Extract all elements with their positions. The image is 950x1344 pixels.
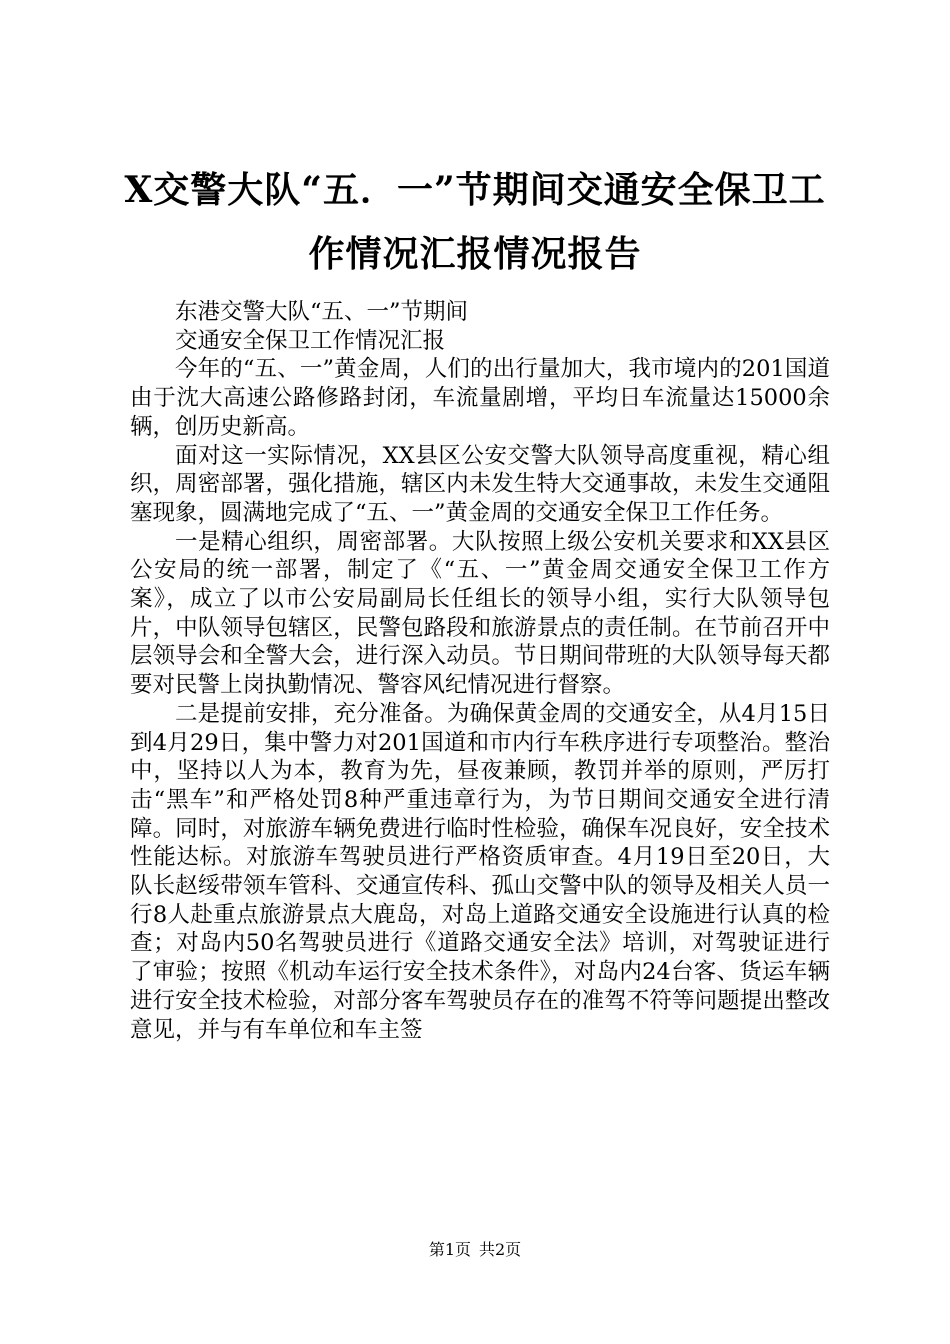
page-total: 共2页: [479, 1240, 522, 1259]
body-paragraph: 面对这一实际情况，XX县区公安交警大队领导高度重视，精心组织，周密部署，强化措施，辖区内未发生特大交通事故，未发生交通阻塞现象，圆满地完成了“五、一”黄金周的交通安全保卫工作任务。: [130, 442, 830, 526]
document-body: [130, 298, 830, 1044]
body-paragraph: 一是精心组织，周密部署。大队按照上级公安机关要求和XX县区公安局的统一部署，制定了《“五、一”黄金周交通安全保卫工作方案》，成立了以市公安局副局长任组长的领导小组，实行大队领导包片，中队领导包辖区，民警包路段和旅游景点的责任制。在节前召开中层领导会和全警大会，进行深入动员。节日期间带班的大队领导每天都要对民警上岗执勤情况、警容风纪情况进行督察。: [130, 528, 830, 699]
body-paragraph: 东港交警大队“五、一”节期间: [175, 299, 469, 325]
page-footer: [0, 1240, 950, 1260]
page-number: 第1页: [428, 1240, 471, 1259]
title-line-1: X交警大队“五．一”节期间交通安全保卫工: [124, 169, 826, 211]
body-paragraph: 二是提前安排，充分准备。为确保黄金周的交通安全，从4月15日到4月29日，集中警力对201国道和市内行车秩序进行专项整治。整治中，坚持以人为本，教育为先，昼夜兼顾，教罚并举的原则，严厉打击“黑车”和严格处罚8种严重违章行为，为节日期间交通安全进行清障。同时，对旅游车辆免费进行临时性检验，确保车况良好，安全技术性能达标。对旅游车驾驶员进行严格资质审查。4月19日至20日，大队长赵绥带领车管科、交通宣传科、孤山交警中队的领导及相关人员一行8人赴重点旅游景点大鹿岛，对岛上道路交通安全设施进行认真的检查；对岛内50名驾驶员进行《道路交通安全法》培训，对驾驶证进行了审验；按照《机动车运行安全技术条件》，对岛内24台客、货运车辆进行安全技术检验，对部分客车驾驶员存在的准驾不符等问题提出整改意见，并与有车单位和车主签: [130, 700, 830, 1043]
title-line-2: 作情况汇报情况报告: [308, 233, 642, 275]
body-paragraph: 今年的“五、一”黄金周，人们的出行量加大，我市境内的201国道由于沈大高速公路修路封闭，车流量剧增，平均日车流量达15000余辆，创历史新高。: [130, 356, 830, 440]
document-title: [100, 158, 850, 286]
body-paragraph: 交通安全保卫工作情况汇报: [175, 327, 446, 354]
